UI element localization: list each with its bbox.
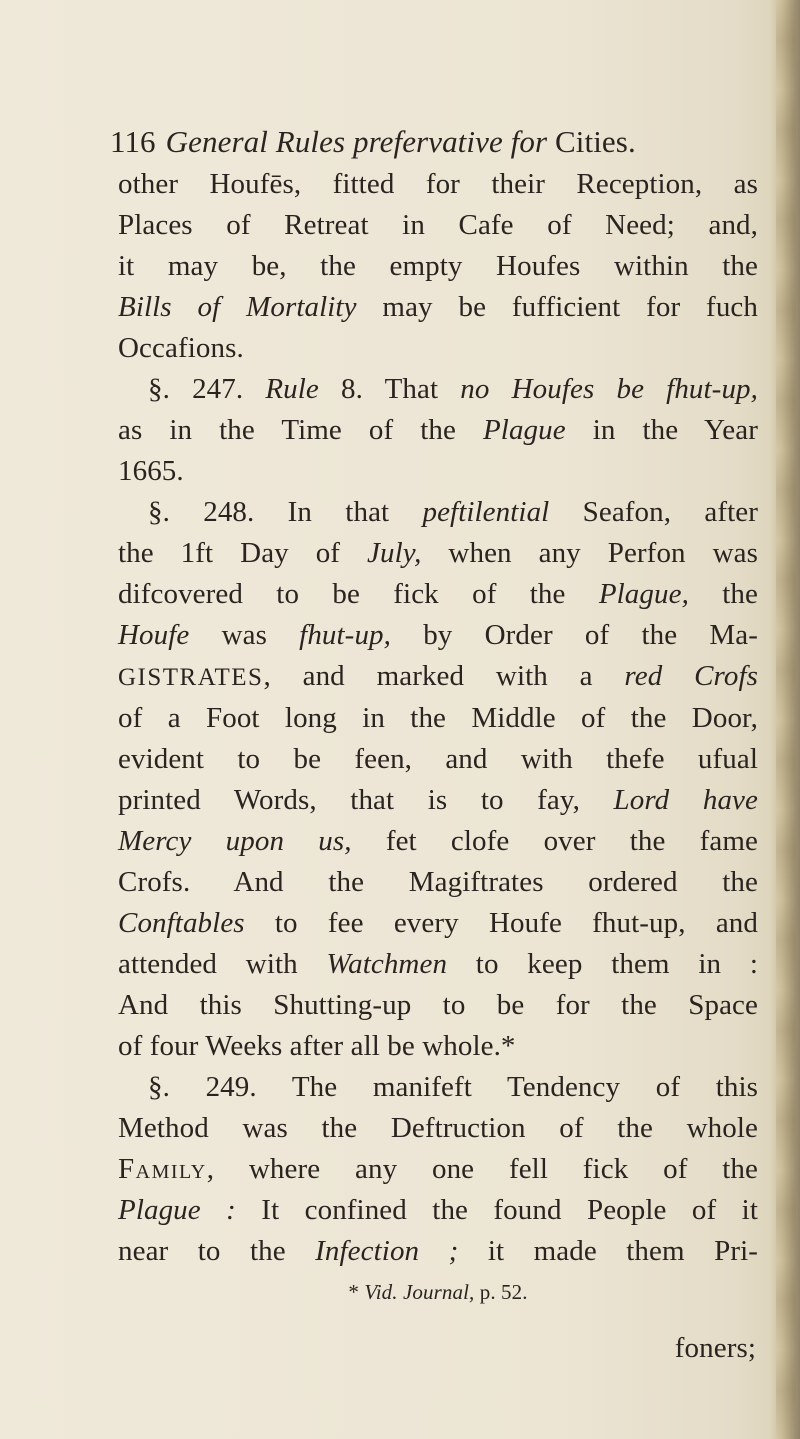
roman-phrase: near to the <box>118 1235 316 1267</box>
italic-phrase: Lord have <box>613 784 758 816</box>
roman-phrase: 8. That <box>318 373 461 405</box>
italic-phrase: Mercy upon us, <box>118 825 352 857</box>
roman-phrase: by Order of the <box>391 619 710 651</box>
text-line-5: Occafions. <box>118 332 244 364</box>
roman-phrase: the <box>688 578 758 610</box>
page-edge-stain <box>776 0 796 1439</box>
page-number: 116 <box>110 124 156 159</box>
roman-phrase: to fee every Houfe fhut-up, and <box>244 907 758 939</box>
text-line-17 <box>118 821 758 862</box>
roman-phrase: the 1ft Day of <box>118 537 368 569</box>
small-caps-phrase: GISTRATES <box>118 664 264 691</box>
text-line-11 <box>118 574 758 615</box>
page-content <box>110 120 759 1369</box>
footnote <box>118 1276 758 1308</box>
roman-phrase: may be fufficient for fuch <box>356 291 758 323</box>
footnote-marker: * <box>348 1280 360 1304</box>
text-line-7 <box>118 410 758 451</box>
roman-phrase: in the Year <box>565 414 758 446</box>
text-line-21: And this Shutting-up to be for the Space <box>118 989 758 1021</box>
text-line-23: §. 249. The manifeft Tendency of this <box>148 1071 758 1103</box>
roman-phrase: , where any one fell fick of the <box>206 1153 758 1185</box>
italic-phrase: Watchmen <box>326 948 448 980</box>
text-line-25 <box>118 1149 758 1190</box>
text-line-22: of four Weeks after all be whole.* <box>118 1030 516 1062</box>
small-caps-phrase: Family <box>118 1153 207 1185</box>
roman-phrase: attended with <box>118 948 327 980</box>
italic-phrase: Plague <box>482 414 566 446</box>
italic-phrase: fhut-up, <box>299 619 391 651</box>
text-line-12 <box>118 615 758 656</box>
italic-phrase: July, <box>367 537 422 569</box>
italic-phrase: Bills of Mortality <box>118 291 357 323</box>
roman-phrase: printed Words, that is to fay, <box>118 784 614 816</box>
text-line-9 <box>118 492 758 533</box>
italic-phrase: Conftables <box>118 907 245 939</box>
section-248: §. 248. In that <box>148 496 423 528</box>
roman-phrase: Seafon, after <box>549 496 758 528</box>
footnote-page: p. 52. <box>479 1280 528 1304</box>
text-line-10 <box>118 533 758 574</box>
text-line-6 <box>118 369 758 410</box>
italic-phrase: no Houfes be fhut-up, <box>460 373 758 405</box>
catchword: foners; <box>674 1332 756 1364</box>
text-line-14: of a Foot long in the Middle of the Door, <box>118 702 758 734</box>
text-line-8: 1665. <box>118 455 184 487</box>
text-line-3: it may be, the empty Houfes within the <box>118 250 758 282</box>
roman-phrase: it made them Pri- <box>458 1235 758 1267</box>
italic-phrase: Plague, <box>598 578 689 610</box>
italic-phrase: Plague : <box>118 1194 236 1226</box>
roman-phrase: difcovered to be fick of the <box>118 578 599 610</box>
footnote-reference: Vid. Journal, <box>364 1280 475 1304</box>
body-text <box>118 164 758 1272</box>
italic-phrase: peftilential <box>422 496 550 528</box>
text-line-15: evident to be feen, and with thefe ufual <box>118 743 758 775</box>
header-title-italic: General Rules prefervative for <box>165 124 548 159</box>
text-line-27 <box>118 1231 758 1272</box>
roman-phrase: It confined the found People of it <box>235 1194 758 1226</box>
text-line-1: other Houfēs, fitted for their Reception, as <box>118 168 758 200</box>
text-line-2: Places of Retreat in Cafe of Need; and, <box>118 209 758 241</box>
roman-phrase: fet clofe over the fame <box>351 825 758 857</box>
text-line-4 <box>118 287 758 328</box>
header-title-roman: Cities. <box>555 124 636 159</box>
text-line-20 <box>118 944 758 985</box>
italic-phrase: Infection ; <box>315 1235 459 1267</box>
small-caps-phrase: Ma- <box>709 619 758 651</box>
italic-phrase: Rule <box>265 373 319 405</box>
roman-phrase: when any Perfon was <box>421 537 758 569</box>
text-line-26 <box>118 1190 758 1231</box>
text-line-19 <box>118 903 758 944</box>
text-line-16 <box>118 780 758 821</box>
roman-phrase: as in the Time of the <box>118 414 483 446</box>
roman-phrase: to keep them in : <box>447 948 759 980</box>
text-line-18: Crofs. And the Magiftrates ordered the <box>118 866 758 898</box>
roman-phrase: was <box>189 619 300 651</box>
italic-phrase: Houfe <box>118 619 190 651</box>
italic-phrase: red Crofs <box>624 660 758 692</box>
roman-phrase: , and marked with a <box>263 660 625 692</box>
section-247: §. 247. <box>148 373 266 405</box>
text-line-13 <box>118 656 758 698</box>
text-line-24: Method was the Deftruction of the whole <box>118 1112 758 1144</box>
running-header <box>110 120 758 164</box>
